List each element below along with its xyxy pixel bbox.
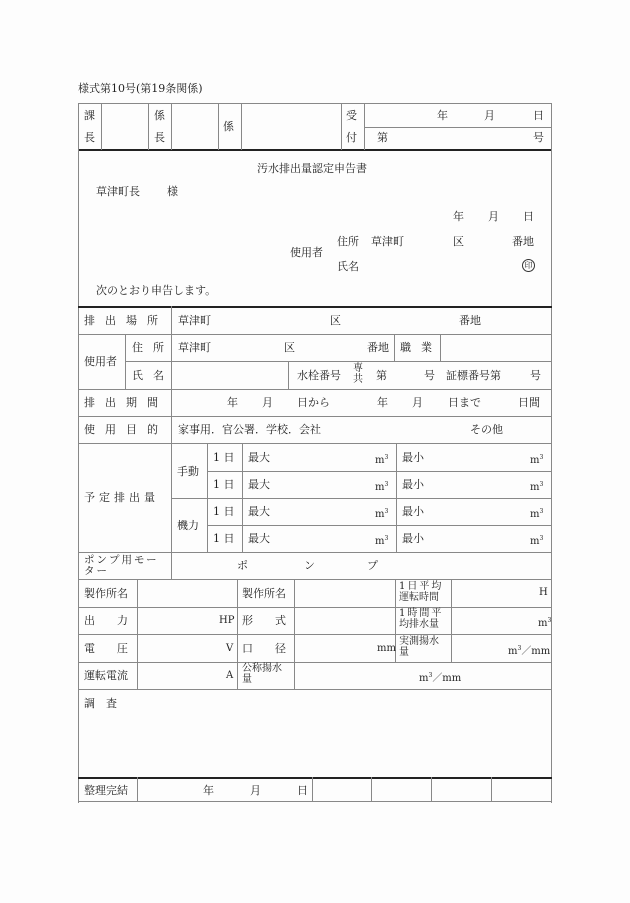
max-label: 最大: [248, 478, 270, 491]
divider: [137, 777, 138, 801]
max-label: 最大: [248, 532, 270, 545]
user-name-label: 氏名: [132, 369, 174, 382]
declaration-statement: 次のとおり申告します。: [96, 284, 217, 297]
divider: [78, 416, 552, 417]
manual-label: 手動: [177, 465, 199, 478]
day-label: 1 日: [213, 532, 235, 545]
mm-unit: mm: [377, 643, 396, 654]
max-label: 最大: [248, 505, 270, 518]
divider: [364, 127, 552, 128]
declare-day: 日: [523, 210, 534, 223]
divider: [137, 579, 138, 689]
receipt-day: 日: [533, 109, 544, 122]
seal-mark: 印: [522, 259, 535, 272]
divider: [312, 777, 313, 801]
avg-hours-label-2: 運転時間: [399, 592, 439, 603]
amp-unit: A: [226, 670, 234, 681]
completion-month: 月: [250, 784, 261, 797]
planned-label: 予定排出量: [84, 491, 159, 504]
discharge-ku: 区: [330, 314, 341, 327]
divider: [364, 103, 365, 150]
unit-m3: $m^3$: [375, 481, 389, 493]
period-until: 日まで: [448, 396, 481, 409]
current-label: 運転電流: [84, 669, 128, 682]
honorific: 様: [167, 185, 178, 198]
divider: [551, 103, 552, 803]
divider: [78, 306, 552, 308]
hydrant-no-prefix: 第: [376, 369, 387, 382]
output-label: 出 力: [84, 614, 128, 627]
model-label: 形 式: [242, 614, 286, 627]
divider: [396, 443, 397, 552]
avg-flow-label-1: 1時間平: [399, 608, 444, 619]
pump-motor-label: ポンプ用モーター: [84, 554, 159, 577]
divider: [78, 634, 552, 635]
hours-unit: H: [539, 587, 548, 598]
nominal-label-1: 公称揚水: [242, 663, 282, 674]
form-title: 汚水排出量認定申告書: [257, 162, 367, 175]
kacho-label-2: 長: [84, 131, 95, 144]
cert-suffix: 号: [530, 369, 541, 382]
kakaricho-label-1: 係: [154, 109, 165, 122]
divider: [237, 579, 238, 689]
unit-m3: $m^3$: [530, 454, 544, 466]
min-label: 最小: [402, 505, 424, 518]
unit-m3: $m^3$: [375, 454, 389, 466]
day-label: 1 日: [213, 478, 235, 491]
kakari-label: 係: [223, 120, 234, 133]
unit-m3: $m^3$: [530, 535, 544, 547]
divider: [101, 103, 102, 150]
divider: [241, 103, 242, 150]
nominal-label-2: 量: [242, 674, 252, 685]
discharge-place-label: 排出場所: [84, 314, 168, 327]
bore-label: 口 径: [242, 642, 286, 655]
divider: [218, 103, 219, 150]
period-year2: 年: [377, 396, 388, 409]
address-banchi: 番地: [512, 235, 534, 248]
divider: [125, 361, 552, 362]
divider: [78, 607, 552, 608]
divider: [431, 777, 432, 801]
divider: [148, 103, 149, 150]
uketsuke-label-1: 受: [346, 109, 357, 122]
uketsuke-label-2: 付: [346, 131, 357, 144]
voltage-label: 電 圧: [84, 642, 128, 655]
min-label: 最小: [402, 451, 424, 464]
divider: [207, 443, 208, 552]
divider: [171, 103, 172, 150]
hp-unit: HP: [219, 615, 235, 626]
addressee: 草津町長: [96, 185, 140, 198]
divider: [341, 103, 342, 150]
period-month2: 月: [412, 396, 423, 409]
divider: [78, 777, 552, 779]
survey-label: 調 査: [84, 697, 117, 710]
unit-m3: $m^3$: [530, 481, 544, 493]
volt-unit: V: [226, 643, 234, 654]
divider: [78, 103, 552, 104]
address-ku: 区: [453, 235, 464, 248]
divider: [451, 579, 452, 662]
unit-m3: $m^3$: [375, 535, 389, 547]
purpose-options: 家事用．官公署．学校．会社: [178, 423, 321, 436]
day-label: 1 日: [213, 451, 235, 464]
divider: [78, 801, 552, 802]
max-label: 最大: [248, 451, 270, 464]
receipt-year: 年: [437, 109, 448, 122]
min-label: 最小: [402, 478, 424, 491]
address-town: 草津町: [371, 235, 404, 248]
unit-m3: $m^3$: [375, 508, 389, 520]
maker-label-1: 製作所名: [84, 587, 128, 600]
user-section-label: 使用者: [84, 355, 117, 368]
measured-unit: $m^3/mm$: [508, 645, 551, 657]
user-ku: 区: [284, 341, 295, 354]
divider: [78, 662, 552, 663]
pump-char-2: ン: [304, 559, 315, 572]
maker-label-2: 製作所名: [242, 587, 286, 600]
measured-label-1: 実測揚水: [399, 636, 439, 647]
cert-label: 証標番号第: [446, 369, 501, 382]
unit-m3: $m^3$: [538, 617, 552, 629]
purpose-label: 使用目的: [84, 423, 168, 436]
period-from: 日から: [297, 396, 330, 409]
hydrant-label: 水栓番号: [297, 369, 341, 382]
divider: [78, 552, 552, 553]
nominal-unit: $m^3/mm$: [419, 672, 462, 684]
divider: [78, 334, 552, 335]
period-label: 排出期間: [84, 396, 168, 409]
divider: [207, 525, 552, 526]
divider: [294, 579, 295, 689]
divider: [242, 443, 243, 552]
divider: [78, 579, 552, 580]
name-label: 氏名: [337, 260, 359, 273]
divider: [491, 777, 492, 801]
divider: [78, 389, 552, 390]
hydrant-no-suffix: 号: [424, 369, 435, 382]
user-town: 草津町: [178, 341, 211, 354]
discharge-banchi: 番地: [459, 314, 481, 327]
completion-label: 整理完結: [84, 784, 128, 797]
divider: [288, 361, 289, 389]
receipt-no-suffix: 号: [533, 131, 544, 144]
divider: [78, 149, 552, 151]
discharge-town: 草津町: [178, 314, 211, 327]
divider: [172, 498, 552, 499]
receipt-no-prefix: 第: [377, 131, 388, 144]
address-label: 住所: [337, 235, 359, 248]
declare-year: 年: [453, 210, 464, 223]
exclusive-label: 専: [353, 363, 363, 374]
period-year1: 年: [227, 396, 238, 409]
min-label: 最小: [402, 532, 424, 545]
completion-day: 日: [297, 784, 308, 797]
kakaricho-label-2: 長: [154, 131, 165, 144]
pump-char-3: プ: [367, 559, 378, 572]
divider: [78, 103, 79, 803]
shared-label: 共: [353, 374, 363, 385]
day-label: 1 日: [213, 505, 235, 518]
kacho-label-1: 課: [84, 109, 95, 122]
form-caption: 様式第10号(第19条関係): [78, 82, 203, 95]
divider: [207, 471, 552, 472]
completion-year: 年: [203, 784, 214, 797]
period-days: 日間: [518, 396, 540, 409]
user-address-label: 住所: [132, 341, 174, 354]
declare-month: 月: [488, 210, 499, 223]
divider: [78, 443, 552, 444]
purpose-other: その他: [470, 423, 503, 436]
user-banchi: 番地: [367, 341, 389, 354]
divider: [371, 777, 372, 801]
pump-char-1: ポ: [237, 559, 248, 572]
avg-flow-label-2: 均排水量: [399, 619, 439, 630]
avg-hours-label-1: 1日平均: [399, 581, 444, 592]
divider: [125, 334, 126, 389]
occupation-label: 職業: [400, 341, 442, 354]
divider: [78, 689, 552, 690]
period-month1: 月: [262, 396, 273, 409]
measured-label-2: 量: [399, 647, 409, 658]
unit-m3: $m^3$: [530, 508, 544, 520]
user-label: 使用者: [290, 246, 323, 259]
divider: [394, 334, 395, 361]
receipt-month: 月: [484, 109, 495, 122]
machine-label: 機力: [177, 519, 199, 532]
